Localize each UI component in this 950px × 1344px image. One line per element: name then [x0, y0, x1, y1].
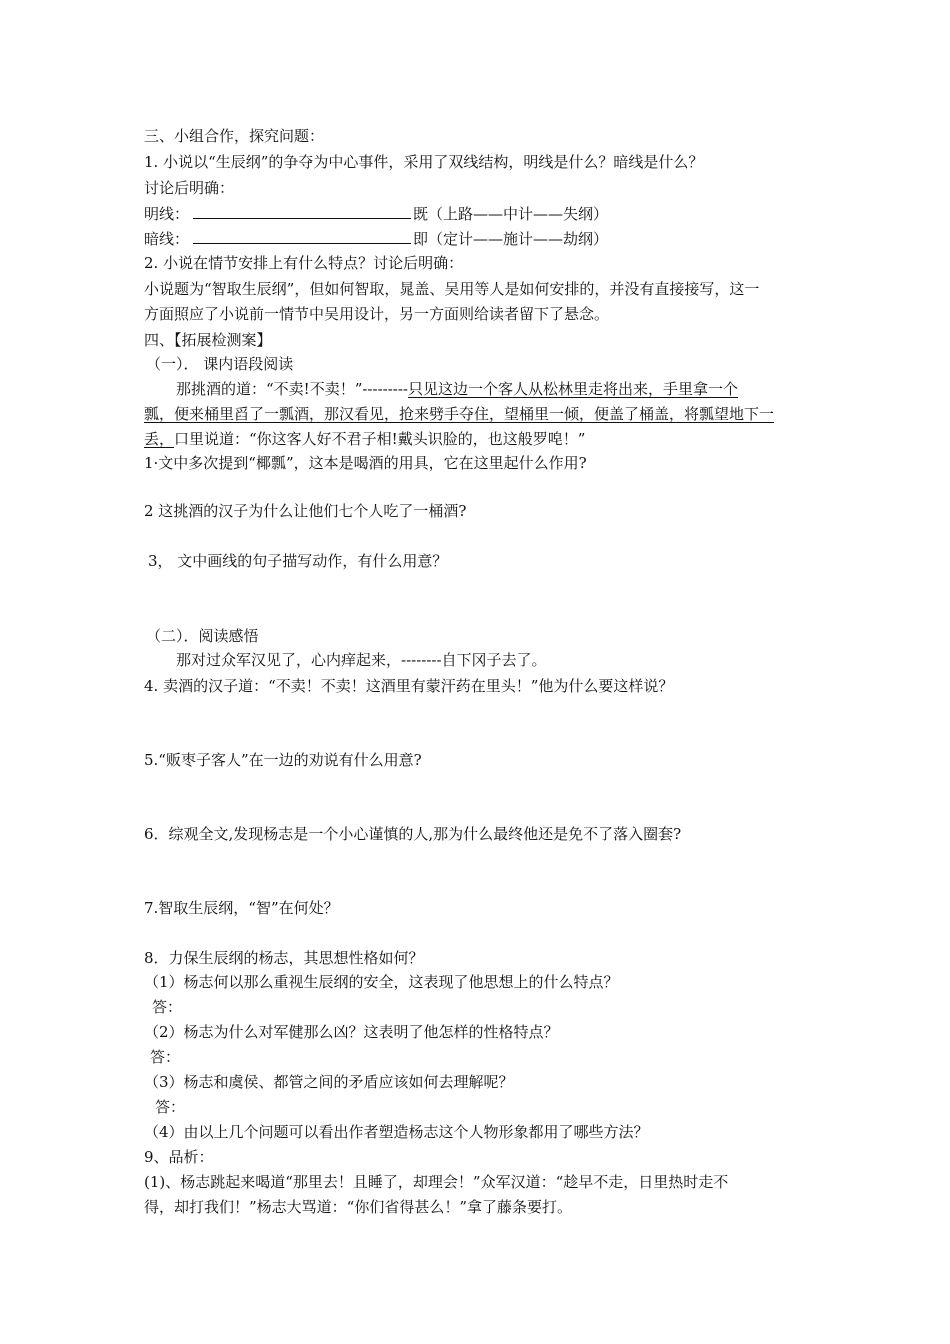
answer-8-2: 答： — [150, 1048, 181, 1066]
part-1-title: （一）． 课内语段阅读 — [146, 355, 294, 373]
question-8-2: （2）杨志为什么对军健那么凶？这表明了他怎样的性格特点？ — [144, 1023, 559, 1041]
mingxian-row — [144, 201, 608, 226]
part-2-title: （二）．阅读感悟 — [146, 627, 259, 645]
question-7: 7.智取生辰纲，“智”在何处？ — [144, 899, 339, 917]
question-8-1: （1）杨志何以那么重视生辰纲的安全，这表现了他思想上的什么特点？ — [144, 973, 619, 991]
mingxian-tail: 既（上路——中计——失纲） — [413, 205, 609, 223]
passage-end: 口里说道：“你这客人好不君子相!戴头识脸的，也这般罗唣！” — [174, 430, 586, 448]
question-8-3: （3）杨志和虞侯、都管之间的矛盾应该如何去理解呢？ — [144, 1073, 514, 1091]
question-6: 6．综观全文,发现杨志是一个小心谨慎的人,那为什么最终他还是免不了落入圈套? — [144, 825, 682, 843]
passage-start: 那挑酒的道：“不卖!不卖！”--------- — [176, 380, 408, 398]
passage-2: 那对过众军汉见了，心内痒起来，--------自下冈子去了。 — [176, 651, 547, 669]
passage-line-1 — [176, 377, 738, 401]
question-9-1-line-2: 得，却打我们！”杨志大骂道：“你们省得甚么！”拿了藤条要打。 — [144, 1198, 573, 1216]
question-1-ladle: 1·文中多次提到“椰瓢”，这本是喝酒的用具，它在这里起什么作用? — [144, 454, 587, 472]
answer-line-1: 小说题为“智取生辰纲”，但如何智取，晁盖、吴用等人是如何安排的，并没有直接接写，这一 — [144, 280, 760, 298]
question-4: 4. 卖酒的汉子道：“不卖！不卖！这酒里有蒙汗药在里头！”他为什么要这样说？ — [144, 677, 674, 695]
question-1: 1. 小说以“生辰纲”的争夺为中心事件，采用了双线结构，明线是什么？暗线是什么？ — [144, 153, 704, 171]
mingxian-blank — [193, 201, 411, 219]
passage-underline-1: 只见这边一个客人从松林里走将出来，手里拿一个 — [407, 380, 738, 398]
section-3-heading: 三、小组合作，探究问题： — [144, 127, 325, 145]
answer-8-1: 答： — [152, 998, 183, 1016]
anxian-tail: 即（定计——施计——劫纲） — [413, 230, 609, 248]
question-2: 2. 小说在情节安排上有什么特点？讨论后明确： — [144, 254, 464, 272]
question-8: 8．力保生辰纲的杨志，其思想性格如何？ — [144, 949, 424, 967]
question-5: 5.“贩枣子客人”在一边的劝说有什么用意? — [144, 751, 422, 769]
passage-line-2 — [144, 402, 774, 426]
question-3-underlined: 3， 文中画线的句子描写动作，有什么用意？ — [148, 552, 448, 570]
discussion-label: 讨论后明确： — [144, 179, 235, 197]
answer-8-3: 答： — [155, 1098, 186, 1116]
question-8-4: （4）由以上几个问题可以看出作者塑造杨志这个人物形象都用了哪些方法？ — [144, 1123, 649, 1141]
question-9: 9、品析： — [144, 1148, 214, 1166]
answer-line-2: 方面照应了小说前一情节中吴用设计，另一方面则给读者留下了悬念。 — [144, 305, 610, 323]
anxian-blank — [193, 226, 411, 244]
passage-line-3 — [144, 427, 585, 451]
passage-underline-3: 丢， — [144, 430, 175, 448]
question-9-1-line-1: (1)、杨志跳起来喝道“那里去！且睡了，却理会！”众军汉道：“趁早不走，日里热时走不 — [144, 1173, 729, 1191]
mingxian-label: 明线： — [144, 205, 190, 223]
question-2-seven-men: 2 这挑酒的汉子为什么让他们七个人吃了一桶酒? — [144, 502, 467, 520]
section-4-heading: 四、【拓展检测案】 — [144, 331, 272, 349]
passage-underline-2: 瓢，便来桶里舀了一瓢酒，那汉看见，抢来劈手夺住，望桶里一倾，便盖了桶盖，将瓢望地下一 — [144, 405, 775, 423]
anxian-label: 暗线： — [144, 230, 190, 248]
anxian-row — [144, 226, 608, 251]
